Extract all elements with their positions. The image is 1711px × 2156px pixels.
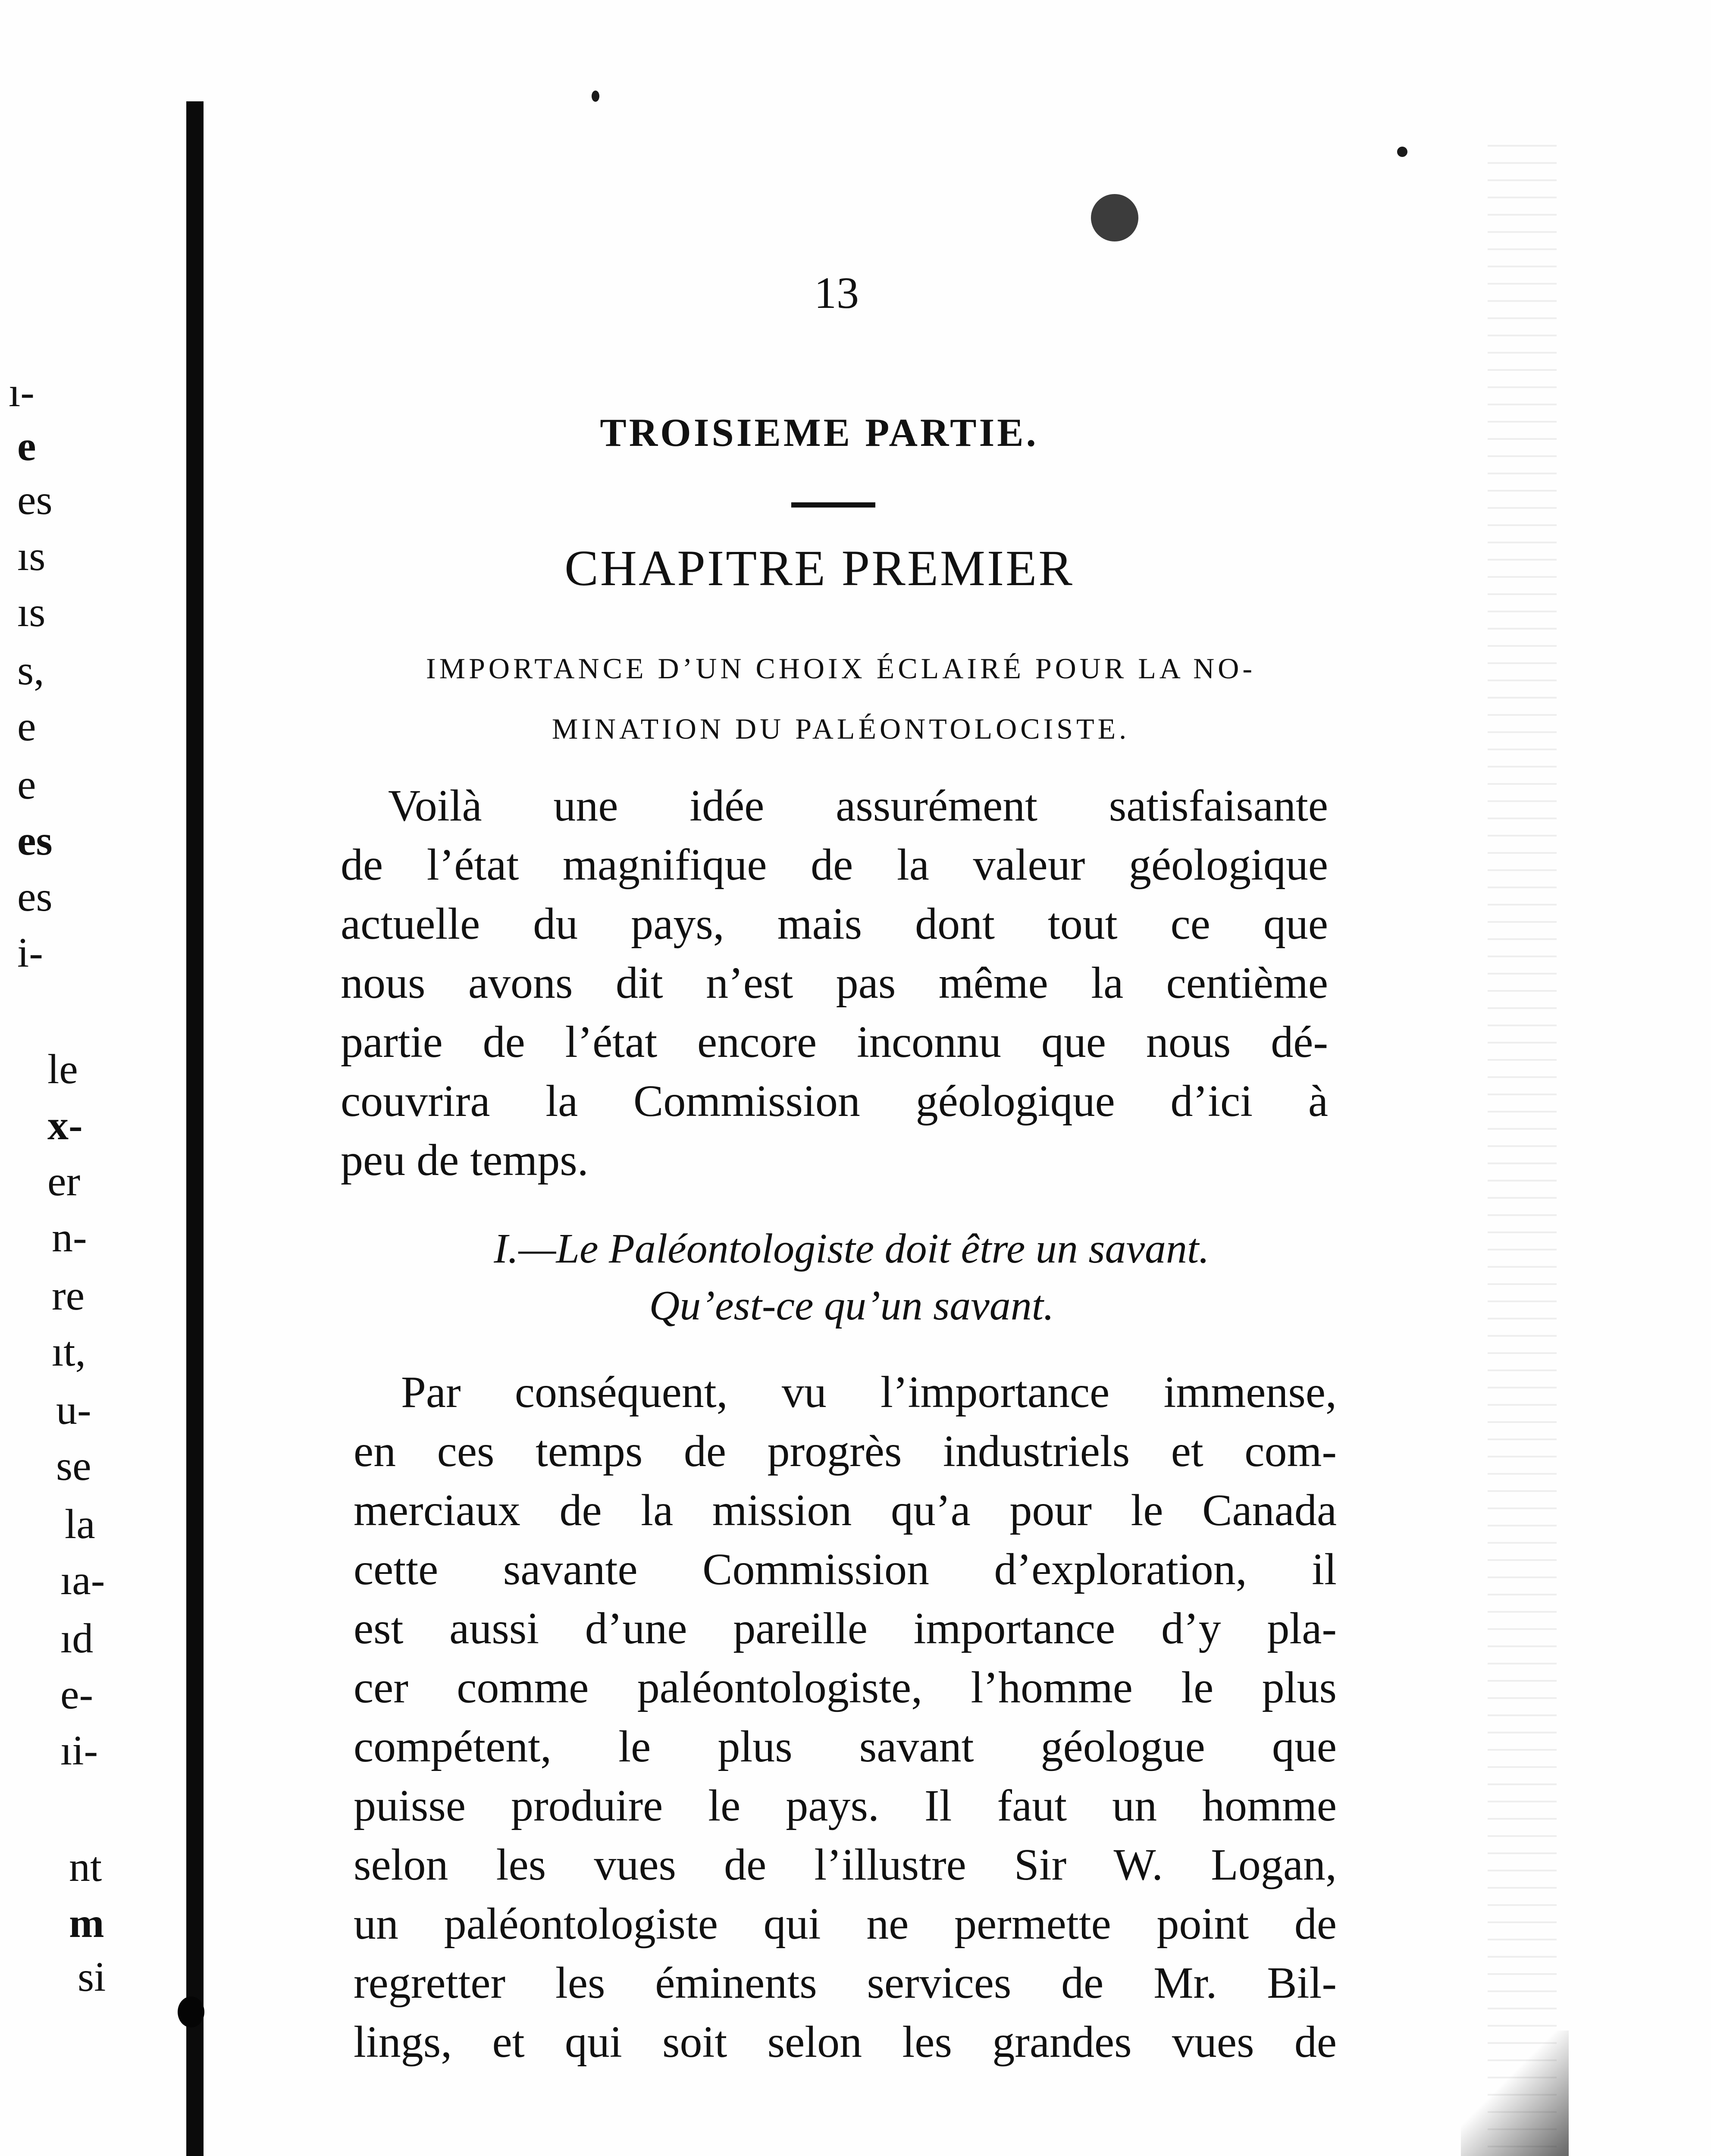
- subsection-heading: [388, 1220, 1315, 1334]
- bleed-line: er: [47, 1158, 81, 1205]
- bleed-line: e: [17, 703, 36, 750]
- bleed-line: m: [69, 1900, 104, 1946]
- bleed-line: s,: [17, 647, 44, 694]
- paragraph-2: [354, 1363, 1337, 2071]
- bleed-line: es: [17, 477, 53, 523]
- facing-page-bleed-through: [9, 371, 151, 2139]
- bleed-line: e-: [60, 1671, 94, 1718]
- bleed-line: ı-: [9, 369, 34, 416]
- text-line: lings, et qui soit selon les grandes vues de: [354, 2017, 1337, 2067]
- corner-shadow: [1461, 2031, 1569, 2156]
- text-line: selon les vues de l’illustre Sir W. Logan,: [354, 1840, 1337, 1890]
- bleed-line: ıt,: [52, 1329, 86, 1375]
- bleed-line: nt: [69, 1844, 102, 1890]
- section-heading: [336, 638, 1345, 759]
- bleed-line: i-: [17, 930, 43, 976]
- text-line: puisse produire le pays. Il faut un homme: [354, 1781, 1337, 1830]
- text-line: cer comme paléontologiste, l’homme le plus: [354, 1663, 1337, 1712]
- text-line: compétent, le plus savant géologue que: [354, 1722, 1337, 1771]
- bleed-line: le: [47, 1046, 78, 1093]
- bleed-line: es: [17, 874, 53, 920]
- bleed-line: e: [17, 423, 36, 470]
- title-rule: [791, 502, 875, 508]
- text-line: Voilà une idée assurément satisfaisante: [388, 781, 1328, 830]
- bleed-line: ıa-: [60, 1557, 105, 1604]
- bleed-line: se: [56, 1443, 91, 1489]
- text-line: couvrira la Commission géologique d’ici à: [341, 1076, 1328, 1126]
- section-heading-line: MINATION DU PALÉONTOLOCISTE.: [552, 712, 1130, 745]
- gutter-rule: [186, 101, 204, 2156]
- margin-dot: [178, 1996, 204, 2028]
- text-line: partie de l’état encore inconnu que nous dé-: [341, 1017, 1328, 1067]
- bleed-line: ıd: [60, 1615, 94, 1662]
- text-line: un paléontologiste qui ne permette point de: [354, 1899, 1337, 1949]
- section-heading-line: IMPORTANCE D’UN CHOIX ÉCLAIRÉ POUR LA NO-: [426, 652, 1256, 685]
- bleed-line: u-: [56, 1387, 91, 1433]
- part-title: TROISIEME PARTIE.: [600, 411, 1039, 454]
- bleed-line: e: [17, 761, 36, 808]
- scan-speck: [1091, 194, 1138, 241]
- text-line: actuelle du pays, mais dont tout ce que: [341, 899, 1328, 949]
- bleed-line: es: [17, 818, 53, 864]
- text-line: peu de temps.: [341, 1135, 589, 1185]
- text-line: de l’état magnifique de la valeur géologique: [341, 840, 1328, 890]
- page-number: 13: [814, 268, 859, 318]
- text-line: regretter les éminents services de Mr. Bil-: [354, 1958, 1337, 2008]
- text-line: nous avons dit n’est pas même la centième: [341, 958, 1328, 1008]
- bleed-line: n-: [52, 1214, 87, 1261]
- bleed-line: ıs: [17, 589, 46, 636]
- text-line: cette savante Commission d’exploration, il: [354, 1545, 1337, 1594]
- subsection-line: Qu’est-ce qu’un savant.: [649, 1282, 1054, 1329]
- chapter-title: CHAPITRE PREMIER: [564, 540, 1074, 596]
- subsection-line: I.—Le Paléontologiste doit être un savant.: [494, 1225, 1210, 1272]
- bleed-line: si: [78, 1954, 106, 2000]
- text-line: Par conséquent, vu l’importance immense,: [401, 1367, 1337, 1417]
- text-line: merciaux de la mission qu’a pour le Canada: [354, 1485, 1337, 1535]
- scan-speck: [1397, 147, 1407, 157]
- bleed-line: ıs: [17, 533, 46, 580]
- bleed-line: x-: [47, 1102, 83, 1149]
- scan-speck: [592, 91, 599, 102]
- bleed-line: ıi-: [60, 1727, 98, 1774]
- text-line: est aussi d’une pareille importance d’y pla-: [354, 1604, 1337, 1653]
- paragraph-1: [341, 776, 1328, 1190]
- text-line: en ces temps de progrès industriels et com-: [354, 1426, 1337, 1476]
- bleed-line: la: [65, 1501, 95, 1548]
- bleed-line: re: [52, 1272, 85, 1319]
- right-edge-scan-noise: [1488, 129, 1557, 2156]
